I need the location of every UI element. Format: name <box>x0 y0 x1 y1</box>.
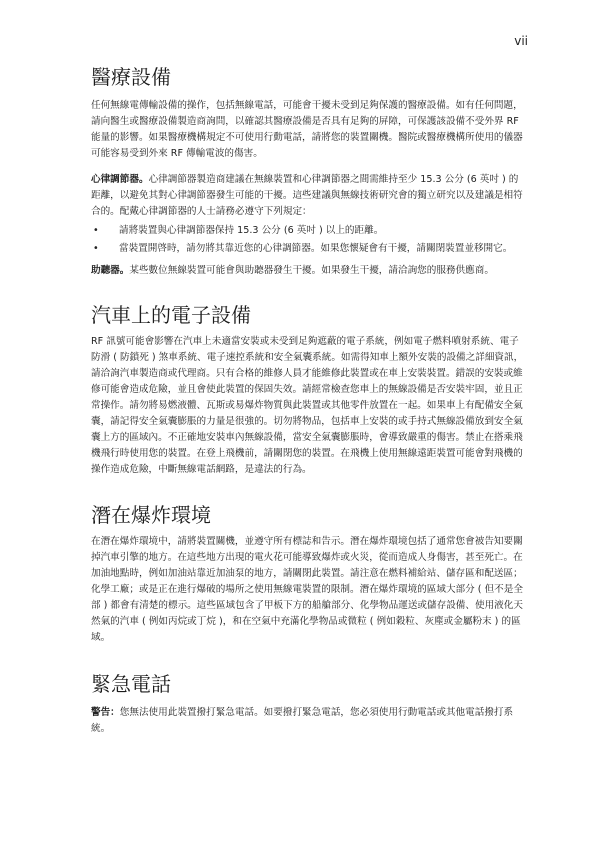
bullet-icon: • <box>93 225 99 236</box>
list-item-text: 請將裝置與心律調節器保持 15.3 公分 (6 英吋 ) 以上的距離。 <box>119 225 384 236</box>
emergency-paragraph <box>91 705 527 737</box>
hearing-aid-paragraph <box>91 263 527 279</box>
vehicle-heading: 汽車上的電子設備 <box>91 303 251 327</box>
warning-text: 您無法使用此裝置撥打緊急電話。如要撥打緊急電話，您必須使用行動電話或其他電話撥打系統。 <box>91 707 514 734</box>
list-item-text: 當裝置開啓時，請勿將其靠近您的心律調節器。如果您懷疑會有干擾，請關閉裝置並移開它。 <box>119 243 513 254</box>
pacemaker-text: 心律調節器製造商建議在無線裝置和心律調節器之間需維持至少 15.3 公分 (6 英吋 ) 的距離，以避免其對心律調節器發生可能的干擾。這些建議與無線技術研究會的獨立研究以及建議是相符合的。配戴心律調節器的人士請務必遵守下列規定： <box>91 174 523 217</box>
hearing-aid-text: 某些數位無線裝置可能會與助聽器發生干擾。如果發生干擾，請洽詢您的服務供應商。 <box>129 265 494 276</box>
medical-heading: 醫療設備 <box>91 65 171 89</box>
page-number: vii <box>514 34 528 48</box>
pacemaker-bullet-list <box>91 223 527 257</box>
hearing-aid-lead: 助聽器。 <box>91 265 130 276</box>
medical-intro-paragraph: 任何無線電傳輸設備的操作，包括無線電話，可能會干擾未受到足夠保護的醫療設備。如有任何問題，請向醫生或醫療設備製造商詢問，以確認其醫療設備是否具有足夠的屏障，可保護該設備不受外界 RF 能量的影響。如果醫療機構規定不可使用行動電話，請將您的裝置關機。醫院或醫療機構所使用的儀器可能容易受到外來 RF 傳輸電波的傷害。 <box>91 100 523 159</box>
bullet-icon: • <box>93 243 99 254</box>
list-item <box>91 223 527 239</box>
pacemaker-lead: 心律調節器。 <box>91 174 149 185</box>
explosive-paragraph: 在潛在爆炸環境中，請將裝置關機，並遵守所有標誌和告示。潛在爆炸環境包括了通常您會被告知要關掉汽車引擎的地方。在這些地方出現的電火花可能導致爆炸或火災，從而造成人身傷害，甚至死亡。在加油地點時，例如加油站靠近加油泵的地方，請關閉此裝置。請注意在燃料補給站、儲存區和配送區；化學工廠；或是正在進行爆破的場所之使用無線電裝置的限制。潛在爆炸環境的區域大部分 ( 但不是全部 ) 都會有清楚的標示。這些區域包含了甲板下方的船艙部分、化學物品運送或儲存設備、使用液化天然氣的汽車 ( 例如丙烷或丁烷 )，和在空氣中充滿化學物品或微粒 ( 例如穀粒、灰塵或金屬粉末 ) 的區域。 <box>91 536 523 643</box>
warning-lead: 警告： <box>91 707 120 718</box>
explosive-heading: 潛在爆炸環境 <box>91 503 211 527</box>
emergency-heading: 緊急電話 <box>91 672 171 696</box>
pacemaker-paragraph <box>91 172 527 220</box>
list-item <box>91 241 527 257</box>
vehicle-paragraph: RF 訊號可能會影響在汽車上未適當安裝或未受到足夠遮蔽的電子系統，例如電子燃料噴射系統、電子防滑 ( 防鎖死 ) 煞車系統、電子速控系統和安全氣囊系統。如需得知車上額外安裝的設備之詳細資訊，請洽詢汽車製造商或代理商。只有合格的維修人員才能維修此裝置或在車上安裝裝置。錯誤的安裝或維修可能會造成危險，並且會使此裝置的保固失效。請經常檢查您車上的無線設備是否安裝牢固，並且正常操作。請勿將易燃液體、瓦斯或易爆炸物質與此裝置或其他零件放置在一起。如果車上有配備安全氣囊，請記得安全氣囊膨脹的力量是很強的。切勿將物品，包括車上安裝的或手持式無線設備放到安全氣囊上方的區域內。不正確地安裝車內無線設備，當安全氣囊膨脹時，會導致嚴重的傷害。禁止在搭乘飛機飛行時使用您的裝置。在登上飛機前，請關閉您的裝置。在飛機上使用無線遠距裝置可能會對飛機的操作造成危險，中斷無線電話網路，是違法的行為。 <box>91 336 524 475</box>
page-content <box>91 54 527 737</box>
